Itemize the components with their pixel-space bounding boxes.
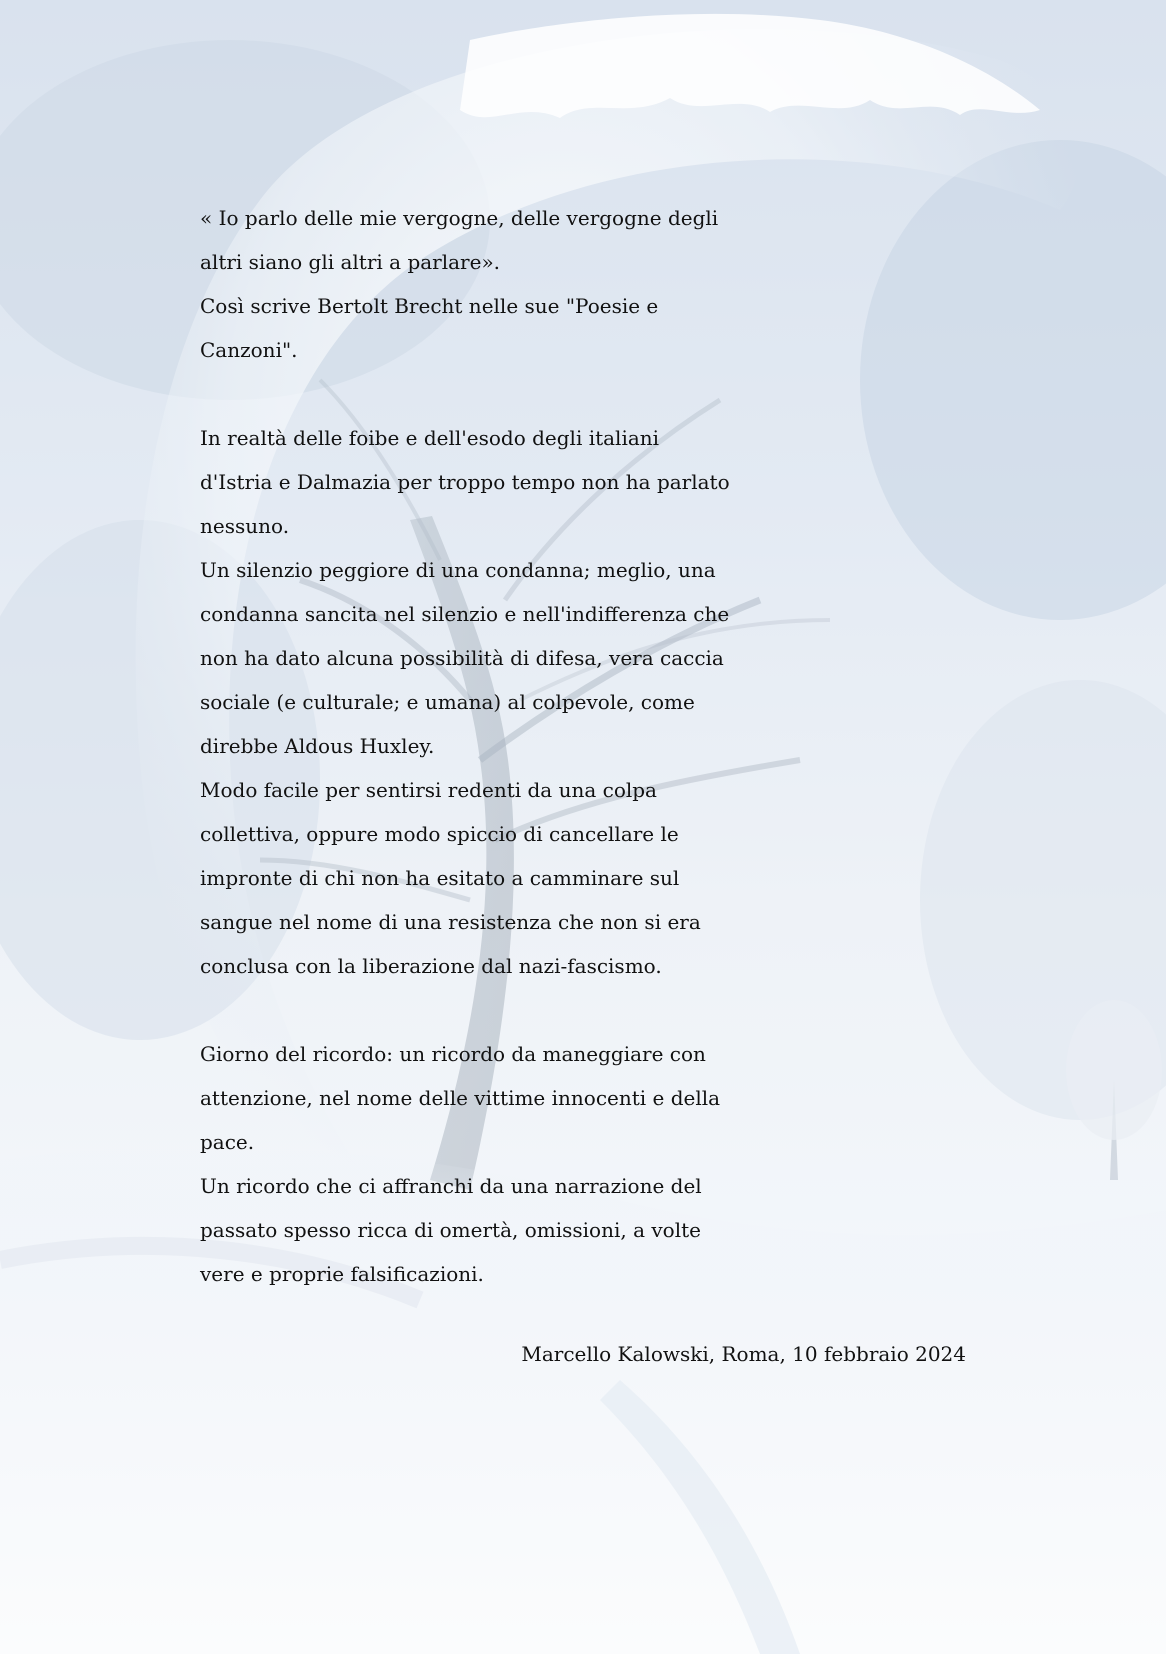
text-line: altri siano gli altri a parlare».: [200, 250, 501, 274]
text-line: Un ricordo che ci affranchi da una narrazione del: [200, 1174, 702, 1198]
text-line: passato spesso ricca di omertà, omissioni, a volte: [200, 1218, 701, 1242]
signature-line: Marcello Kalowski, Roma, 10 febbraio 2024: [521, 1342, 966, 1366]
text-line: impronte di chi non ha esitato a camminare sul: [200, 866, 680, 890]
text-line: nessuno.: [200, 514, 290, 538]
text-line: d'Istria e Dalmazia per troppo tempo non ha parlato: [200, 470, 730, 494]
text-line: Canzoni".: [200, 338, 298, 362]
text-line: Giorno del ricordo: un ricordo da maneggiare con: [200, 1042, 706, 1066]
letter-body: [200, 196, 990, 1296]
text-line: conclusa con la liberazione dal nazi-fascismo.: [200, 954, 662, 978]
paragraph-foibe-silence: [200, 416, 990, 988]
text-line: pace.: [200, 1130, 255, 1154]
paragraph-gap: [200, 372, 990, 416]
text-line: direbbe Aldous Huxley.: [200, 734, 435, 758]
text-line: Modo facile per sentirsi redenti da una colpa: [200, 778, 657, 802]
text-line: collettiva, oppure modo spiccio di cancellare le: [200, 822, 679, 846]
text-line: Un silenzio peggiore di una condanna; meglio, una: [200, 558, 716, 582]
text-line: « Io parlo delle mie vergogne, delle vergogne degli: [200, 206, 719, 230]
text-line: sociale (e culturale; e umana) al colpevole, come: [200, 690, 695, 714]
text-line: attenzione, nel nome delle vittime innocenti e della: [200, 1086, 721, 1110]
text-line: sangue nel nome di una resistenza che non si era: [200, 910, 701, 934]
paragraph-giorno-del-ricordo: [200, 1032, 990, 1296]
paragraph-gap: [200, 988, 990, 1032]
text-line: non ha dato alcuna possibilità di difesa, vera caccia: [200, 646, 724, 670]
text-line: In realtà delle foibe e dell'esodo degli italiani: [200, 426, 660, 450]
text-line: condanna sancita nel silenzio e nell'indifferenza che: [200, 602, 730, 626]
paragraph-brecht-quote: [200, 196, 990, 372]
text-line: Così scrive Bertolt Brecht nelle sue "Poesie e: [200, 294, 659, 318]
text-line: vere e proprie falsificazioni.: [200, 1262, 484, 1286]
